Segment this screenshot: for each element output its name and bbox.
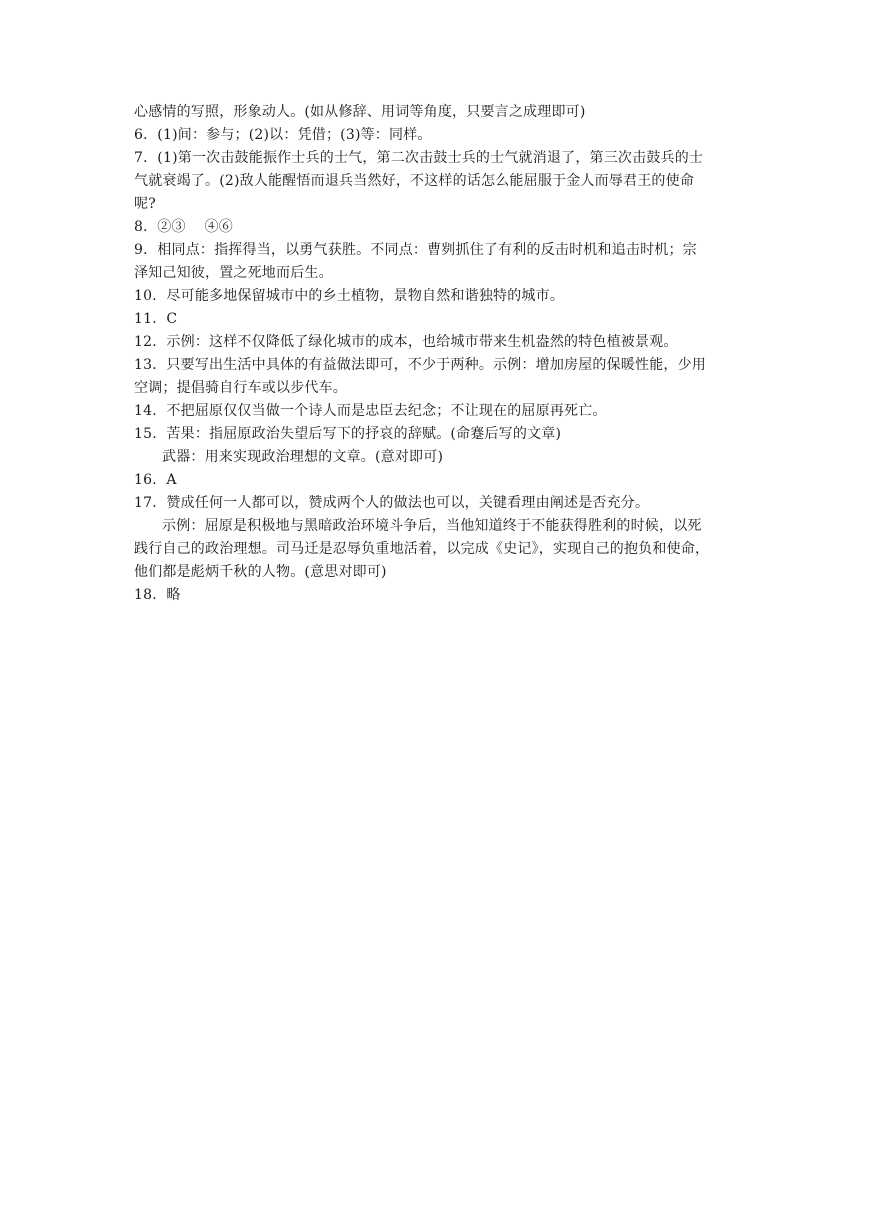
answer-18: 18．略 — [134, 587, 181, 603]
answer-10: 10．尽可能多地保留城市中的乡土植物，景物自然和谐独特的城市。 — [134, 288, 565, 304]
text-line: 心感情的写照，形象动人。(如从修辞、用词等角度，只要言之成理即可) — [134, 104, 586, 120]
answer-12: 12．示例：这样不仅降低了绿化城市的成本，也给城市带来生机盎然的特色植被景观。 — [134, 334, 678, 350]
answer-14: 14．不把屈原仅仅当做一个诗人而是忠臣去纪念；不让现在的屈原再死亡。 — [134, 403, 607, 419]
answer-8: 8．②③ ④⑥ — [134, 219, 233, 235]
answer-7: 7．(1)第一次击鼓能振作士兵的士气，第二次击鼓士兵的士气就消退了，第三次击鼓兵的士 — [134, 150, 704, 166]
text-line: 空调；提倡骑自行车或以步代车。 — [134, 380, 347, 396]
answer-17: 17．赞成任何一人都可以，赞成两个人的做法也可以，关键看理由阐述是否充分。 — [134, 495, 650, 511]
text-line: 践行自己的政治理想。司马迁是忍辱负重地活着，以完成《史记》，实现自己的抱负和使命， — [134, 541, 710, 557]
text-line: 他们都是彪炳千秋的人物。(意思对即可) — [134, 564, 387, 580]
answer-13: 13．只要写出生活中具体的有益做法即可，不少于两种。示例：增加房屋的保暖性能，少用 — [134, 357, 707, 373]
text-line: 气就衰竭了。(2)敌人能醒悟而退兵当然好，不这样的话怎么能屈服于金人而辱君王的使命 — [134, 173, 695, 189]
text-line: 泽知己知彼，置之死地而后生。 — [134, 265, 333, 281]
answer-11: 11．C — [134, 311, 178, 327]
text-line: 武器：用来实现政治理想的文章。(意对即可) — [162, 449, 444, 465]
text-line: 示例：屈原是积极地与黑暗政治环境斗争后，当他知道终于不能获得胜利的时候，以死 — [162, 518, 702, 534]
text-line: 呢? — [134, 196, 156, 212]
answer-6: 6．(1)间：参与；(2)以：凭借；(3)等：同样。 — [134, 127, 432, 143]
answer-9: 9．相同点：指挥得当，以勇气获胜。不同点：曹刿抓住了有利的反击时机和追击时机；宗 — [134, 242, 697, 258]
answer-15: 15．苦果：指屈原政治失望后写下的抒哀的辞赋。(命蹇后写的文章) — [134, 426, 562, 442]
answer-text-block — [134, 101, 744, 607]
answer-16: 16．A — [134, 472, 177, 488]
